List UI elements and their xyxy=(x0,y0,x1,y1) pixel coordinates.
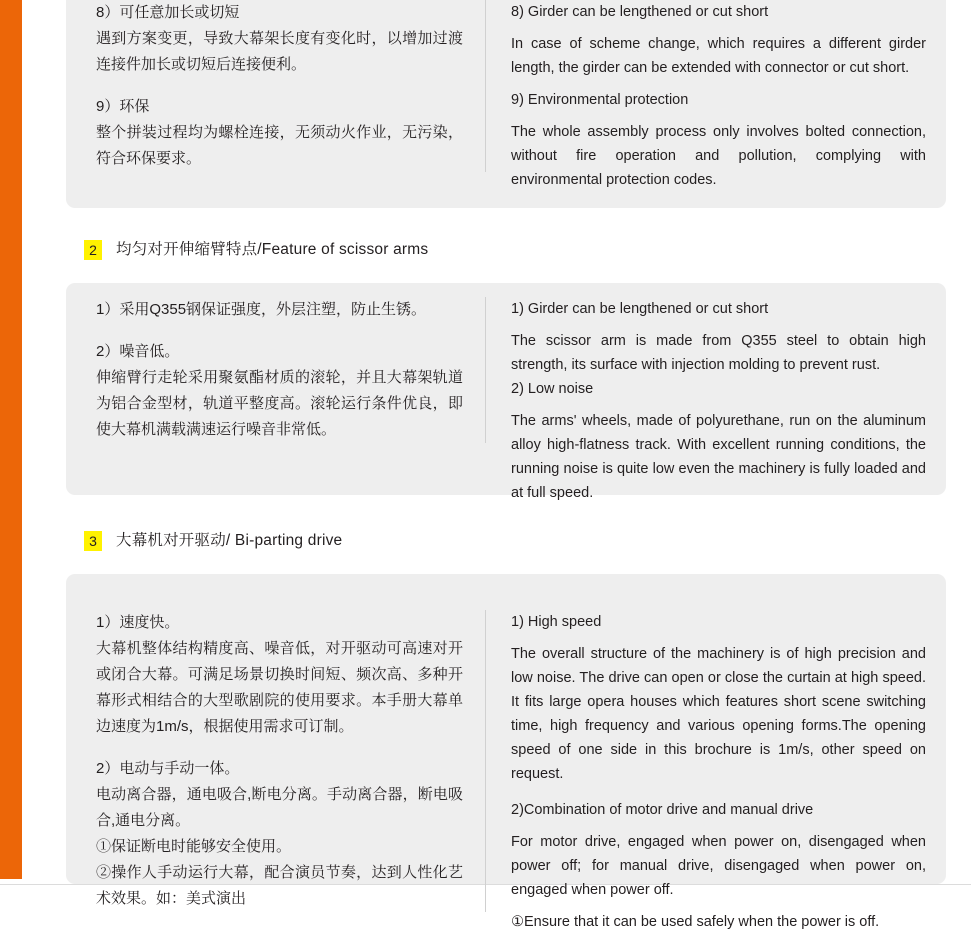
content-panel-3 xyxy=(66,574,946,930)
section-heading-2 xyxy=(84,239,428,261)
paragraph-body: 伸缩臂行走轮采用聚氨酯材质的滚轮，并且大幕架轨道为铝合金型材，轨道平整度高。滚轮运行条件优良，即使大幕机满载满速运行噪音非常低。 xyxy=(96,369,463,438)
paragraph-body: The scissor arm is made from Q355 steel to obtain high strength, its surface with injection molding to prevent rust. xyxy=(511,333,926,373)
paragraph-heading: 1) High speed xyxy=(511,614,602,630)
panel-2-chinese-column xyxy=(66,297,486,443)
paragraph-heading: 2)Combination of motor drive and manual drive xyxy=(511,802,814,818)
paragraph-heading: 9）环保 xyxy=(96,98,150,115)
paragraph-body: The whole assembly process only involves bolted connection, without fire operation and pollution, complying with environmental protection codes. xyxy=(511,124,926,188)
section-heading-3 xyxy=(84,530,342,552)
paragraph-body: ①保证断电时能够安全使用。 xyxy=(96,838,292,855)
paragraph-heading: 8）可任意加长或切短 xyxy=(96,4,240,21)
section-title: 大幕机对开驱动/ Bi-parting drive xyxy=(116,532,343,549)
paragraph-body: ①Ensure that it can be used safely when the power is off. xyxy=(511,914,880,930)
panel-3-english-column xyxy=(486,610,946,934)
paragraph-body: The arms' wheels, made of polyurethane, run on the aluminum alloy high-flatness track. With excellent running conditions, the running noise is quite low even the machinery is fully loaded and at full speed. xyxy=(511,413,926,501)
panel-2-english-column xyxy=(486,297,946,505)
left-accent-bar xyxy=(0,0,22,879)
paragraph-body: 遇到方案变更，导致大幕架长度有变化时，以增加过渡连接件加长或切短后连接便利。 xyxy=(96,30,463,73)
paragraph-heading: 9) Environmental protection xyxy=(511,92,689,108)
paragraph-body: 大幕机整体结构精度高、噪音低，对开驱动可高速对开或闭合大幕。可满足场景切换时间短、频次高、多种开幕形式相结合的大型歌剧院的使用要求。本手册大幕单边速度为1m/s，根据使用需求可订制。 xyxy=(96,640,463,735)
content-panel-2 xyxy=(66,283,946,501)
panel-3-chinese-column xyxy=(66,610,486,912)
paragraph-heading: 2）电动与手动一体。 xyxy=(96,760,240,777)
paragraph-body: In case of scheme change, which requires a different girder length, the girder can be extended with connector or cut short. xyxy=(511,36,926,76)
paragraph-heading: 8) Girder can be lengthened or cut short xyxy=(511,4,769,20)
panel-1-chinese-column xyxy=(66,0,486,172)
panel-1-english-column xyxy=(486,0,946,192)
section-number-badge: 3 xyxy=(84,531,102,551)
paragraph-heading: 1）采用Q355钢保证强度，外层注塑，防止生锈。 xyxy=(96,301,427,318)
section-number-badge: 2 xyxy=(84,240,102,260)
paragraph-body: 电动离合器，通电吸合,断电分离。手动离合器，断电吸合,通电分离。 xyxy=(96,786,463,829)
paragraph-body: The overall structure of the machinery is of high precision and low noise. The drive can open or close the curtain at high speed. It fits large opera houses which features short scene switching time, high frequency and various opening forms.The opening speed of one side in this brochure is 1m/s, other speed on request. xyxy=(511,646,926,782)
paragraph-body: 整个拼装过程均为螺栓连接，无须动火作业，无污染，符合环保要求。 xyxy=(96,124,463,167)
page-content xyxy=(22,0,971,930)
paragraph-heading: 2）噪音低。 xyxy=(96,343,180,360)
content-panel-1 xyxy=(66,0,946,208)
paragraph-heading: 1）速度快。 xyxy=(96,614,180,631)
paragraph-body: For motor drive, engaged when power on, disengaged when power off; for manual drive, disengaged when power on, engaged when power off. xyxy=(511,834,926,898)
section-title: 均匀对开伸缩臂特点/Feature of scissor arms xyxy=(116,241,429,258)
paragraph-heading: 2) Low noise xyxy=(511,381,594,397)
paragraph-body: ②操作人手动运行大幕，配合演员节奏，达到人性化艺术效果。如：美式演出 xyxy=(96,864,463,907)
paragraph-heading: 1) Girder can be lengthened or cut short xyxy=(511,301,769,317)
